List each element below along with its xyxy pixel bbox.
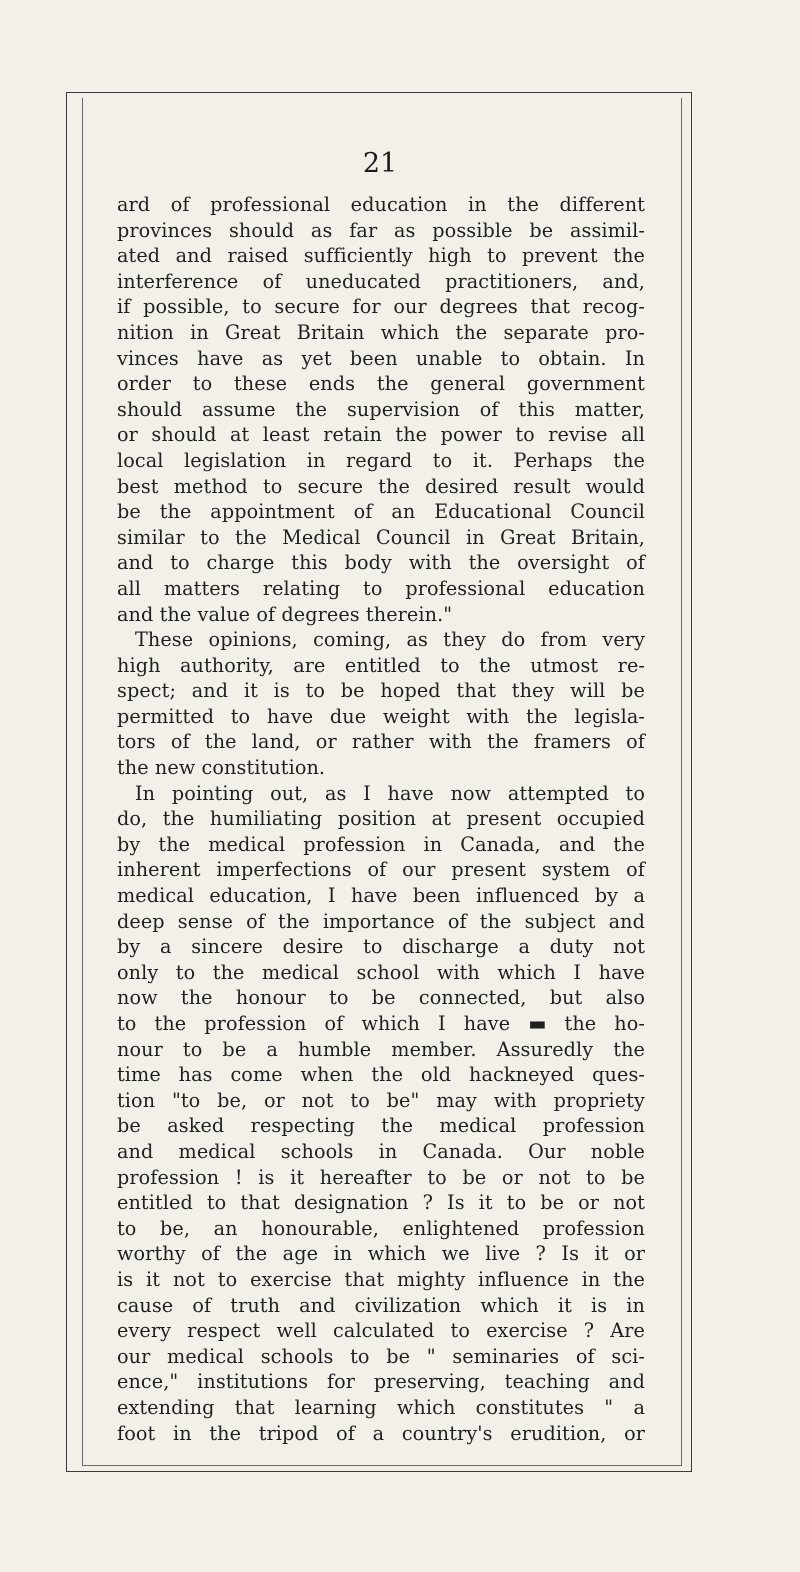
text-line: order to these ends the general government [117, 372, 645, 396]
text-line: by the medical profession in Canada, and the [117, 832, 645, 856]
text-line: foot in the tripod of a country's erudition, or [117, 1421, 645, 1445]
text-line: inherent imperfections of our present system of [117, 858, 645, 882]
text-line: tion "to be, or not to be" may with propriety [117, 1088, 645, 1112]
text-line: our medical schools to be " seminaries of sci- [117, 1344, 645, 1368]
text-line: These opinions, coming, as they do from very [135, 628, 645, 652]
text-line: tors of the land, or rather with the framers of [117, 730, 645, 754]
text-line: only to the medical school with which I have [117, 960, 645, 984]
text-line: or should at least retain the power to revise all [117, 423, 645, 447]
text-line: the new constitution. [117, 756, 326, 780]
text-line: vinces have as yet been unable to obtain. In [117, 346, 645, 370]
text-line: extending that learning which constitutes " a [117, 1395, 645, 1419]
text-line: deep sense of the importance of the subject and [117, 909, 645, 933]
body-text [117, 192, 645, 1446]
text-line: spect; and it is to be hoped that they will be [117, 679, 645, 703]
page-number: 21 [362, 148, 398, 179]
text-line: high authority, are entitled to the utmost re- [117, 653, 645, 677]
text-line: is it not to exercise that mighty influence in the [117, 1267, 645, 1291]
text-line: entitled to that designation ? Is it to be or not [117, 1191, 645, 1215]
text-line: now the honour to be connected, but also [117, 986, 645, 1010]
text-line: permitted to have due weight with the legisla- [117, 704, 645, 728]
text-line: and medical schools in Canada. Our noble [117, 1139, 645, 1163]
text-line: if possible, to secure for our degrees that recog- [117, 295, 645, 319]
text-line: be asked respecting the medical profession [117, 1114, 645, 1138]
text-line: medical education, I have been influenced by a [117, 884, 645, 908]
text-line: best method to secure the desired result would [117, 474, 645, 498]
text-line: all matters relating to professional education [117, 576, 645, 600]
text-line: and the value of degrees therein." [117, 602, 453, 626]
text-line: worthy of the age in which we live ? Is it or [117, 1242, 645, 1266]
text-line: should assume the supervision of this matter, [117, 397, 645, 421]
text-line: cause of truth and civilization which it is in [117, 1293, 645, 1317]
text-line: ard of professional education in the different [117, 193, 645, 216]
text-line: local legislation in regard to it. Perhaps the [117, 448, 645, 472]
text-line: and to charge this body with the oversight of [117, 551, 645, 575]
text-line: do, the humiliating position at present occupied [117, 807, 645, 831]
text-line: time has come when the old hackneyed ques- [117, 1063, 645, 1087]
text-line: In pointing out, as I have now attempted to [135, 781, 645, 805]
text-line: ated and raised sufficiently high to prevent the [117, 244, 645, 268]
text-line: be the appointment of an Educational Council [117, 500, 645, 524]
text-line: ence," institutions for preserving, teaching and [117, 1370, 645, 1394]
text-line: to be, an honourable, enlightened profession [117, 1216, 645, 1240]
text-line: nour to be a humble member. Assuredly the [117, 1037, 645, 1061]
text-line: similar to the Medical Council in Great Britain, [117, 525, 645, 549]
text-line: by a sincere desire to discharge a duty not [117, 935, 645, 959]
text-line: provinces should as far as possible be assimil- [117, 218, 645, 242]
text-line: profession ! is it hereafter to be or not to be [117, 1165, 645, 1189]
text-line: to the profession of which I have ▬ the ho- [117, 1012, 645, 1035]
text-line: every respect well calculated to exercise ? Are [117, 1319, 645, 1343]
text-line: interference of uneducated practitioners, and, [117, 269, 645, 293]
text-line: nition in Great Britain which the separate pro- [117, 320, 645, 344]
